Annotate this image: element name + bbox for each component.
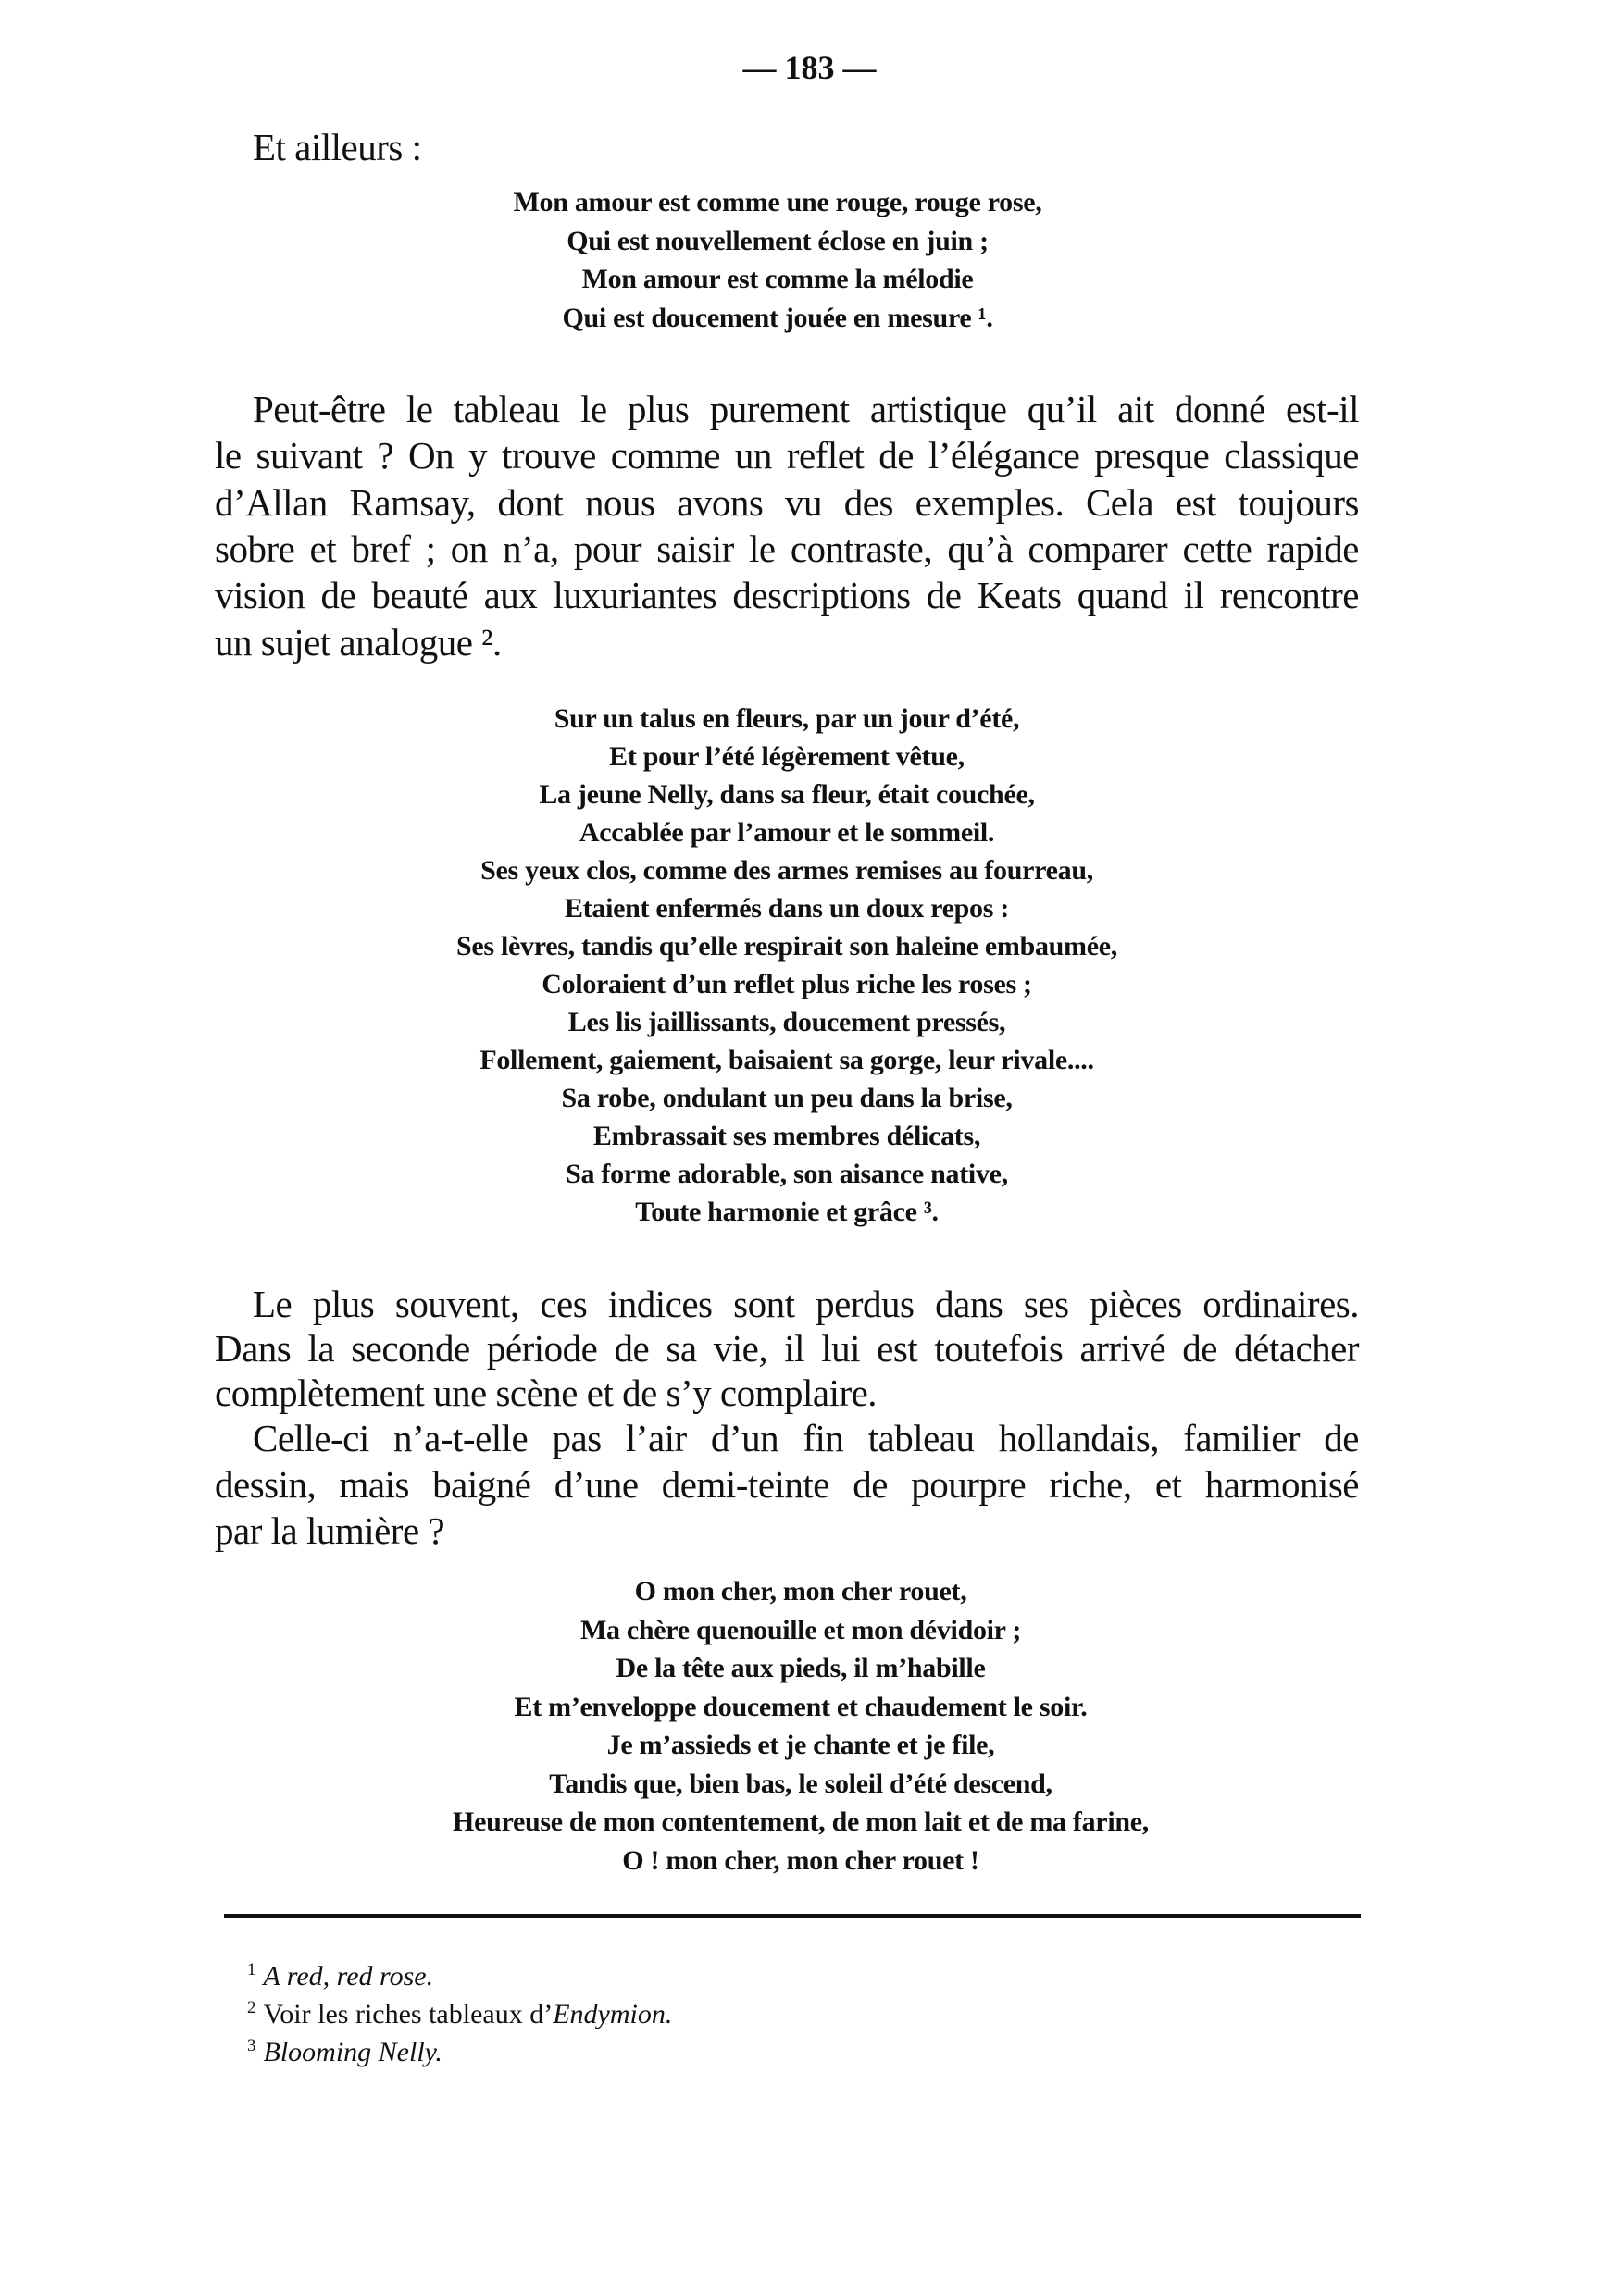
footnote bbox=[247, 1998, 672, 2030]
verse-line: Mon amour est comme la mélodie bbox=[581, 264, 974, 294]
verse-line: Heureuse de mon contentement, de mon lait et de ma farine, bbox=[453, 1806, 1149, 1837]
footnote-title: Endymion. bbox=[553, 1999, 673, 2029]
verse-line: Tandis que, bien bas, le soleil d’été descend, bbox=[549, 1768, 1052, 1799]
footnote bbox=[247, 1960, 433, 1992]
footnote-text: Voir les riches tableaux d’ bbox=[263, 1999, 554, 2029]
verse-line: Toute harmonie et grâce ³. bbox=[635, 1197, 939, 1227]
verse-line: Accablée par l’amour et le sommeil. bbox=[579, 817, 995, 848]
verse-line: Et pour l’été légèrement vêtue, bbox=[609, 741, 965, 772]
verse-line: Sa robe, ondulant un peu dans la brise, bbox=[561, 1083, 1013, 1113]
text-line: complètement une scène et de s’y complaire. bbox=[215, 1371, 878, 1414]
text-line: Dans la seconde période de sa vie, il lui est toutefois arrivé de détacher bbox=[215, 1327, 1359, 1370]
text-line: dessin, mais baigné d’une demi-teinte de pourpre riche, et harmonisé bbox=[215, 1463, 1359, 1506]
verse-line: Coloraient d’un reflet plus riche les roses ; bbox=[542, 969, 1032, 999]
verse-line: Ses yeux clos, comme des armes remises au fourreau, bbox=[480, 855, 1093, 886]
verse-line: Mon amour est comme une rouge, rouge rose, bbox=[513, 187, 1042, 217]
footnote-number: 2 bbox=[247, 1998, 256, 2017]
text-line: un sujet analogue ². bbox=[215, 620, 502, 664]
verse-line: O ! mon cher, mon cher rouet ! bbox=[622, 1844, 979, 1876]
verse-line: Qui est nouvellement éclose en juin ; bbox=[567, 225, 989, 256]
verse-line: Les lis jaillissants, doucement pressés, bbox=[567, 1007, 1006, 1037]
verse-line: Etaient enfermés dans un doux repos : bbox=[564, 893, 1010, 924]
verse-line: Et m’enveloppe doucement et chaudement le soir. bbox=[514, 1691, 1088, 1722]
page-number: — 183 — bbox=[742, 49, 877, 86]
verse-line: Ma chère quenouille et mon dévidoir ; bbox=[579, 1614, 1022, 1645]
text-line: par la lumière ? bbox=[215, 1509, 445, 1552]
footnote-number: 1 bbox=[247, 1960, 256, 1980]
verse-line: Je m’assieds et je chante et je file, bbox=[606, 1730, 995, 1760]
verse-line: O mon cher, mon cher rouet, bbox=[634, 1576, 967, 1607]
verse-line: Sa forme adorable, son aisance native, bbox=[566, 1159, 1008, 1189]
verse-line: Qui est doucement jouée en mesure ¹. bbox=[562, 302, 993, 333]
footnote bbox=[247, 2036, 442, 2068]
footnote-title: A red, red rose. bbox=[263, 1961, 434, 1992]
verse-line: Ses lèvres, tandis qu’elle respirait son haleine embaumée, bbox=[456, 931, 1117, 962]
text-line: Peut-être le tableau le plus purement artistique qu’il ait donné est-il bbox=[253, 388, 1359, 430]
verse-line: Sur un talus en fleurs, par un jour d’été, bbox=[554, 703, 1020, 734]
footnote-title: Blooming Nelly. bbox=[263, 2037, 442, 2067]
intro-line: Et ailleurs : bbox=[253, 126, 422, 168]
verse-line: La jeune Nelly, dans sa fleur, était couchée, bbox=[539, 779, 1035, 810]
footnote-number: 3 bbox=[247, 2036, 256, 2055]
footnote-rule bbox=[224, 1914, 1361, 1918]
text-line: sobre et bref ; on n’a, pour saisir le contraste, qu’à comparer cette rapide bbox=[215, 527, 1359, 570]
verse-line: De la tête aux pieds, il m’habille bbox=[616, 1653, 986, 1683]
text-line: Celle-ci n’a-t-elle pas l’air d’un fin tableau hollandais, familier de bbox=[253, 1417, 1359, 1459]
text-line: Le plus souvent, ces indices sont perdus dans ses pièces ordinaires. bbox=[253, 1283, 1359, 1325]
verse-line: Follement, gaiement, baisaient sa gorge, leur rivale.... bbox=[479, 1045, 1094, 1075]
text-line: d’Allan Ramsay, dont nous avons vu des exemples. Cela est toujours bbox=[215, 480, 1359, 524]
verse-line: Embrassait ses membres délicats, bbox=[592, 1121, 981, 1151]
text-line: le suivant ? On y trouve comme un reflet de l’élégance presque classique bbox=[215, 434, 1359, 478]
text-line: vision de beauté aux luxuriantes descriptions de Keats quand il rencontre bbox=[215, 574, 1359, 617]
